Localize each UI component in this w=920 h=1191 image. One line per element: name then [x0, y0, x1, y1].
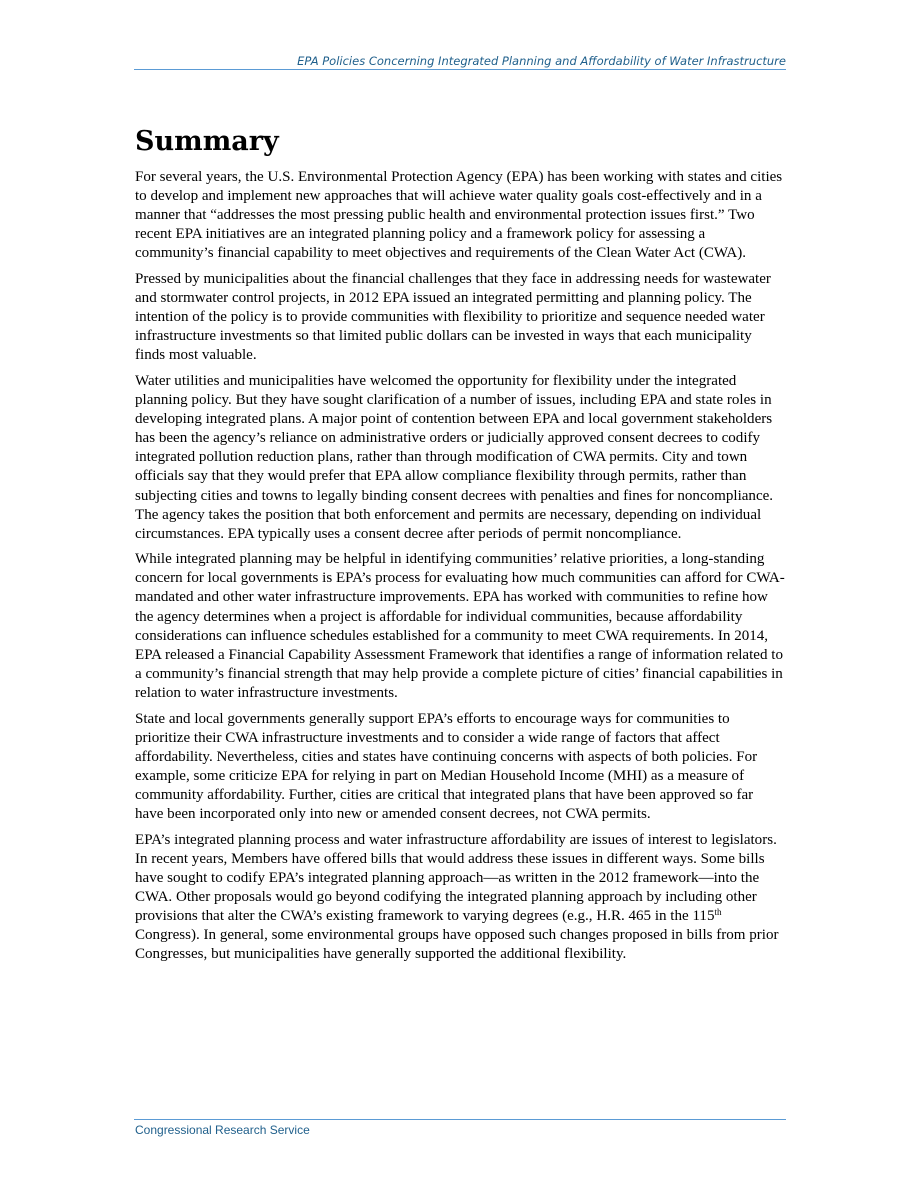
paragraph-2: Pressed by municipalities about the financial challenges that they face in addressing needs for wastewater and stormwater control projects, in 2012 EPA issued an integrated permitting and planning policy. The intention of the policy is to provide communities with flexibility to prioritize and sequence needed water infrastructure investments so that limited public dollars can be invested in ways that each municipality finds most valuable.	[135, 270, 771, 364]
paragraph-6-text-continued: Congress). In general, some environmental groups have opposed such changes proposed in bills from prior Congresses, but municipalities have generally supported the additional flexibility.	[135, 927, 779, 963]
header-divider	[134, 69, 786, 70]
paragraph-3: Water utilities and municipalities have welcomed the opportunity for flexibility under the integrated planning policy. But they have sought clarification of a number of issues, including EPA and state roles in developing integrated plans. A major point of contention between EPA and local government stakeholders has been the agency’s reliance on administrative orders or judicially approved consent decrees to codify integrated pollution reduction plans, rather than through modification of CWA permits. City and town officials say that they would prefer that EPA allow compliance flexibility through permits, rather than subjecting cities and towns to legally binding consent decrees with penalties and fines for noncompliance. The agency takes the position that both enforcement and permits are necessary, depending on individual circumstances. EPA typically uses a consent decree after periods of permit noncompliance.	[135, 372, 774, 542]
running-header: EPA Policies Concerning Integrated Planning and Affordability of Water Infrastructure	[297, 54, 786, 68]
summary-section	[135, 122, 785, 971]
paragraph-4: While integrated planning may be helpful in identifying communities’ relative priorities, a long-standing concern for local governments is EPA’s process for evaluating how much communities can afford for CWA-mandated and other water infrastructure improvements. EPA has worked with communities to refine how the agency determines when a project is affordable for individual communities, because affordability considerations can influence schedules established for a community to meet CWA requirements. In 2014, EPA released a Financial Capability Assessment Framework that identifies a range of information related to a community’s financial strength that may help provide a complete picture of cities’ financial capabilities in relation to water infrastructure investments.	[135, 551, 785, 701]
paragraph-6	[135, 831, 785, 965]
paragraph-6-text: EPA’s integrated planning process and water infrastructure affordability are issues of interest to legislators. In recent years, Members have offered bills that would address these issues in different ways. Some bills have sought to codify EPA’s integrated planning approach—as written in the 2012 framework—into the CWA. Other proposals would go beyond codifying the integrated planning approach by including other provisions that alter the CWA’s existing framework to varying degrees (e.g., H.R. 465 in the 115	[135, 831, 777, 924]
paragraph-5: State and local governments generally support EPA’s efforts to encourage ways for communities to prioritize their CWA infrastructure investments and to consider a wide range of factors that affect affordability. Nevertheless, cities and states have continuing concerns with aspects of both policies. For example, some criticize EPA for relying in part on Median Household Income (MHI) as a measure of community affordability. Further, cities are critical that integrated plans that have been approved so far have been incorporated only into new or amended consent decrees, not CWA permits.	[135, 710, 758, 822]
ordinal-superscript: th	[714, 906, 722, 917]
paragraph-1: For several years, the U.S. Environmental Protection Agency (EPA) has been working with states and cities to develop and implement new approaches that will achieve water quality goals cost-effectively and in a manner that “addresses the most pressing public health and environmental protection issues first.” Two recent EPA initiatives are an integrated planning policy and a framework policy for assessing a community’s financial capability to meet objectives and requirements of the Clean Water Act (CWA).	[135, 169, 783, 262]
page-title: Summary	[135, 126, 279, 157]
footer-publisher: Congressional Research Service	[135, 1123, 310, 1137]
footer-divider	[134, 1119, 786, 1120]
